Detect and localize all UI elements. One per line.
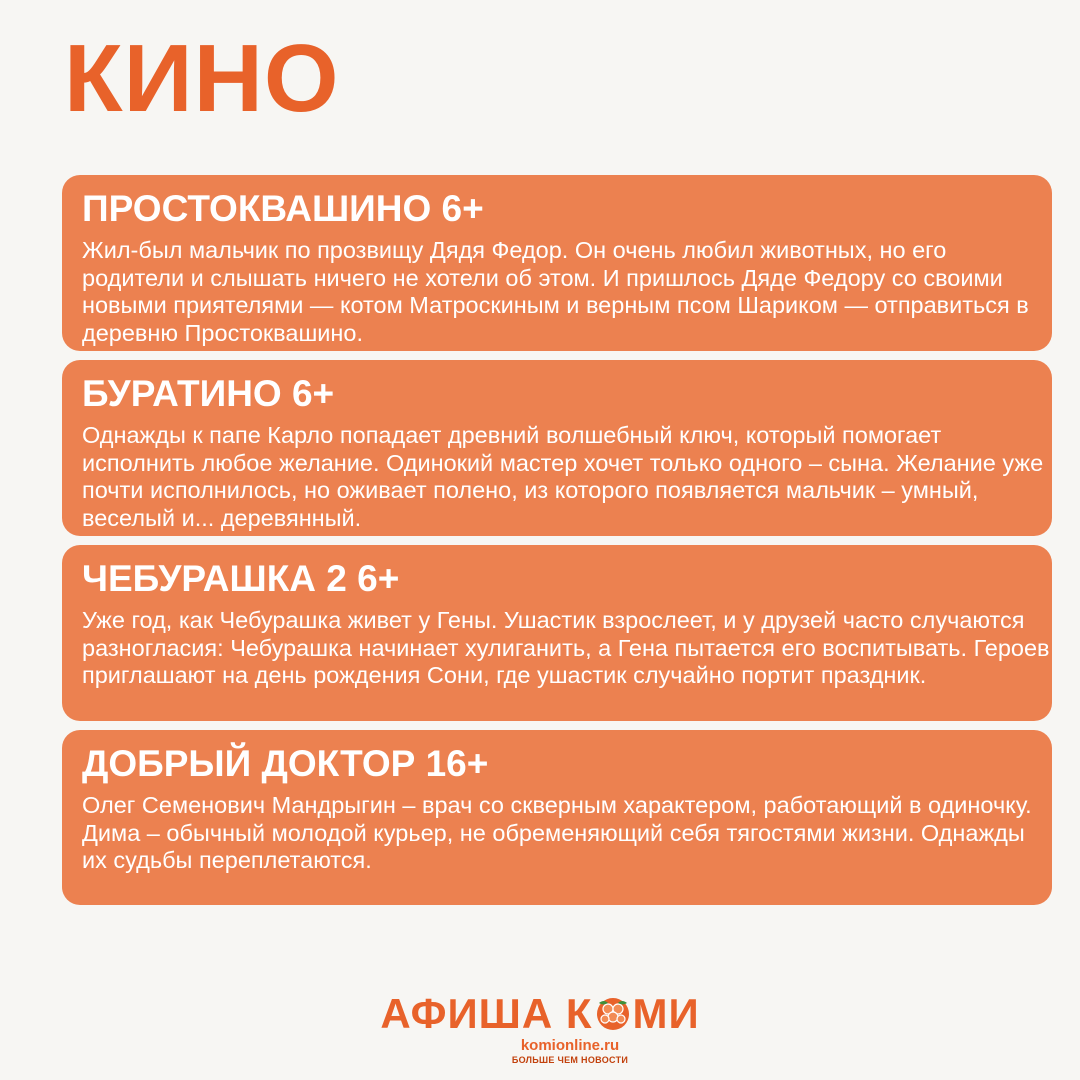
movie-card-buratino	[62, 360, 1052, 536]
footer-logo[interactable]	[380, 990, 700, 1066]
movie-title: БУРАТИНО 6+	[82, 373, 335, 414]
brand-name	[380, 990, 700, 1038]
movie-card-prostokvashino	[62, 175, 1052, 351]
page-title: КИНО	[64, 25, 340, 132]
movie-description: Олег Семенович Мандрыгин – врач со скверным характером, работающий в одиночку. Дима – обычный молодой курьер, не обременяющий себя тягостями жизни. Однажды их судьбы переплетаются.	[82, 792, 1032, 873]
movie-title: ПРОСТОКВАШИНО 6+	[82, 188, 484, 229]
movie-description: Жил-был мальчик по прозвищу Дядя Федор. Он очень любил животных, но его родители и слышать ничего не хотели об этом. И пришлось Дяде Федору со своими новыми приятелями — котом Матроскиным и верным псом Шариком — отправиться в деревню Простоквашино.	[82, 237, 1029, 346]
movie-card-dobryi-doktor	[62, 730, 1052, 905]
site-url[interactable]: komionline.ru	[520, 1037, 620, 1054]
berries-icon	[594, 995, 632, 1033]
tagline: БОЛЬШЕ ЧЕМ НОВОСТИ	[511, 1055, 629, 1065]
brand-name-part2: МИ	[632, 990, 700, 1037]
movie-description: Однажды к папе Карло попадает древний волшебный ключ, который помогает исполнить любое желание. Одинокий мастер хочет только одного – сына. Желание уже почти исполнилось, но оживает полено, из которого появляется мальчик – умный, веселый и... деревянный.	[82, 422, 1044, 531]
movie-title: ЧЕБУРАШКА 2 6+	[82, 558, 400, 599]
movie-description: Уже год, как Чебурашка живет у Гены. Ушастик взрослеет, и у друзей часто случаются разногласия: Чебурашка начинает хулиганить, а Гена пытается его воспитывать. Героев приглашают на день рождения Сони, где ушастик случайно портит праздник.	[82, 607, 1050, 688]
movie-title: ДОБРЫЙ ДОКТОР 16+	[82, 743, 489, 784]
brand-name-part1: АФИША К	[380, 990, 593, 1037]
movie-card-cheburashka-2	[62, 545, 1052, 721]
